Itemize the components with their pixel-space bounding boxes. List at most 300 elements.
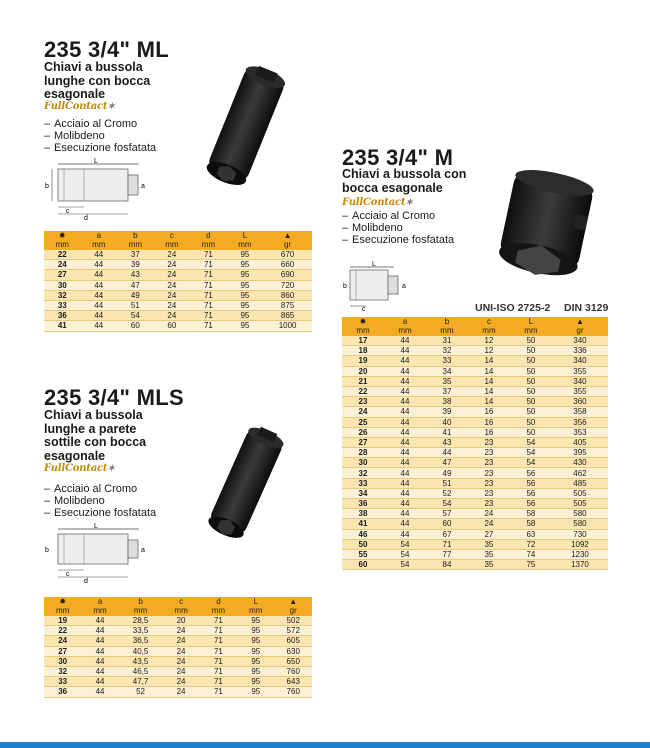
table-cell: 74 [510,549,552,559]
table-cell: 95 [237,687,274,697]
table-cell: 44 [81,646,118,656]
table-cell: 1000 [263,321,312,331]
table-cell: 24 [162,687,199,697]
table-cell: 462 [552,468,608,478]
table-cell: 44 [81,250,118,260]
table-cell: 24 [154,311,191,321]
table-cell: 16 [468,407,510,417]
table-row [44,250,312,260]
table-cell: 23 [468,499,510,509]
table-cell: 572 [274,626,312,636]
table-cell: 358 [552,407,608,417]
table-cell: 336 [552,346,608,356]
table-cell: 24 [468,509,510,519]
table-cell: 27 [468,529,510,539]
table-cell: 44 [384,346,426,356]
table-cell: 46,5 [119,666,163,676]
table-cell: 670 [263,250,312,260]
table-cell: 20 [162,616,199,626]
table-cell: 28 [342,448,384,458]
table-cell: 71 [200,656,237,666]
table-cell: 405 [552,437,608,447]
table-cell: 71 [200,687,237,697]
table-cell: 730 [552,529,608,539]
table-cell: 47 [426,458,468,468]
table-cell: 39 [426,407,468,417]
table-cell: 71 [190,280,227,290]
table-cell: 24 [162,636,199,646]
table-cell: 44 [384,437,426,447]
table-cell: 71 [190,250,227,260]
table-cell: 44 [384,407,426,417]
table-cell: 19 [44,616,81,626]
table-cell: 39 [117,260,154,270]
table-cell: 24 [154,250,191,260]
table-cell: 24 [154,270,191,280]
table-cell: 41 [342,519,384,529]
table-cell: 30 [342,458,384,468]
table-cell: 54 [384,539,426,549]
mls-features: – Acciaio al Cromo – Molibdeno – Esecuzione fosfatata [44,483,156,519]
table-row [44,616,312,626]
table-cell: 14 [468,397,510,407]
table-cell: 32 [342,468,384,478]
hex-icon: ✹ [59,597,67,606]
table-cell: 40,5 [119,646,163,656]
table-cell: 38 [342,509,384,519]
table-row [44,280,312,290]
table-cell: 54 [426,499,468,509]
table-cell: 485 [552,478,608,488]
table-cell: 71 [200,616,237,626]
svg-text:c: c [66,571,70,578]
table-cell: 60 [342,560,384,570]
table-cell: 24 [44,260,81,270]
hex-icon: ✹ [58,231,66,240]
table-cell: 44 [426,448,468,458]
table-cell: 356 [552,417,608,427]
table-cell: 43,5 [119,656,163,666]
table-cell: 24 [154,300,191,310]
table-cell: 660 [263,260,312,270]
table-cell: 50 [510,397,552,407]
table-cell: 44 [384,417,426,427]
table-cell: 720 [263,280,312,290]
table-cell: 52 [426,488,468,498]
svg-text:a: a [141,547,145,554]
table-cell: 24 [154,280,191,290]
table-cell: 44 [384,468,426,478]
table-cell: 340 [552,356,608,366]
table-row [342,468,608,478]
table-cell: 24 [342,407,384,417]
table-cell: 56 [510,468,552,478]
table-cell: 33 [342,478,384,488]
m-features: – Acciaio al Cromo – Molibdeno – Esecuzione fosfatata [342,210,454,246]
table-cell: 28,5 [119,616,163,626]
table-cell: 18 [342,346,384,356]
svg-text:d: d [84,215,88,222]
table-cell: 95 [227,290,264,300]
table-cell: 54 [510,448,552,458]
table-cell: 430 [552,458,608,468]
table-cell: 23 [468,437,510,447]
table-header-row: ✹ mm a mm b mm c mm d mm L mm ▲ gr [44,597,312,616]
table-cell: 44 [81,300,118,310]
table-cell: 54 [117,311,154,321]
table-cell: 44 [81,260,118,270]
table-cell: 41 [426,427,468,437]
norm-uni-iso: UNI-ISO 2725-2 [475,302,551,314]
svg-text:d: d [84,578,88,585]
table-cell: 60 [117,321,154,331]
table-cell: 72 [510,539,552,549]
table-row [342,478,608,488]
table-cell: 36,5 [119,636,163,646]
table-cell: 630 [274,646,312,656]
table-cell: 12 [468,346,510,356]
table-cell: 355 [552,386,608,396]
table-cell: 36 [44,687,81,697]
table-cell: 27 [342,437,384,447]
table-cell: 50 [510,356,552,366]
table-cell: 19 [342,356,384,366]
svg-text:b: b [343,283,347,290]
table-row [342,499,608,509]
table-cell: 50 [510,336,552,346]
table-cell: 44 [384,356,426,366]
table-cell: 95 [237,677,274,687]
table-cell: 49 [117,290,154,300]
table-row [44,270,312,280]
weight-icon: ▲ [283,231,292,240]
table-cell: 875 [263,300,312,310]
table-cell: 580 [552,519,608,529]
table-row [44,666,312,676]
table-cell: 50 [342,539,384,549]
table-cell: 44 [384,519,426,529]
table-cell: 49 [426,468,468,478]
table-cell: 21 [342,376,384,386]
table-cell: 44 [384,397,426,407]
table-cell: 44 [384,529,426,539]
table-cell: 47,7 [119,677,163,687]
table-cell: 50 [510,366,552,376]
table-cell: 56 [510,499,552,509]
svg-text:L: L [372,261,376,268]
table-cell: 71 [190,290,227,300]
table-cell: 860 [263,290,312,300]
table-cell: 44 [384,366,426,376]
bottom-bar [0,742,650,748]
table-cell: 32 [44,290,81,300]
table-cell: 35 [468,539,510,549]
table-cell: 44 [81,687,118,697]
table-cell: 44 [384,376,426,386]
table-cell: 56 [510,488,552,498]
table-cell: 33 [426,356,468,366]
ml-socket-image [180,62,305,192]
table-cell: 760 [274,687,312,697]
m-dimension-diagram [342,262,422,312]
table-cell: 1092 [552,539,608,549]
table-cell: 360 [552,397,608,407]
table-cell: 16 [468,417,510,427]
table-cell: 63 [510,529,552,539]
table-cell: 58 [510,519,552,529]
table-cell: 44 [81,321,118,331]
table-row [44,656,312,666]
table-cell: 505 [552,488,608,498]
table-row [44,290,312,300]
table-cell: 50 [510,386,552,396]
ml-features: – Acciaio al Cromo – Molibdeno – Esecuzione fosfatata [44,118,156,154]
table-cell: 75 [510,560,552,570]
table-cell: 54 [384,549,426,559]
table-row [44,311,312,321]
table-cell: 44 [384,386,426,396]
table-cell: 44 [384,448,426,458]
table-cell: 22 [44,250,81,260]
table-cell: 38 [426,397,468,407]
table-cell: 33 [44,300,81,310]
table-cell: 22 [44,626,81,636]
table-cell: 35 [468,549,510,559]
svg-text:L: L [94,523,98,530]
table-cell: 44 [81,656,118,666]
table-cell: 44 [81,636,118,646]
table-cell: 44 [384,499,426,509]
table-cell: 55 [342,549,384,559]
table-cell: 23 [468,488,510,498]
table-cell: 34 [426,366,468,376]
table-cell: 71 [200,636,237,646]
table-cell: 24 [162,626,199,636]
table-cell: 44 [384,509,426,519]
table-cell: 502 [274,616,312,626]
table-cell: 57 [426,509,468,519]
weight-icon: ▲ [576,317,584,326]
table-cell: 24 [162,656,199,666]
table-cell: 95 [237,646,274,656]
table-cell: 95 [227,311,264,321]
table-cell: 51 [426,478,468,488]
table-cell: 24 [154,290,191,300]
table-cell: 95 [227,250,264,260]
table-row [342,407,608,417]
table-row [44,260,312,270]
ml-dimension-diagram [44,157,144,221]
table-cell: 23 [468,458,510,468]
table-cell: 71 [190,270,227,280]
table-cell: 95 [227,300,264,310]
table-cell: 95 [237,656,274,666]
table-cell: 24 [162,677,199,687]
table-cell: 36 [342,499,384,509]
table-cell: 23 [342,397,384,407]
table-row [342,366,608,376]
table-cell: 22 [342,386,384,396]
table-cell: 44 [81,311,118,321]
table-cell: 84 [426,560,468,570]
table-cell: 35 [468,560,510,570]
table-row [342,448,608,458]
table-cell: 50 [510,407,552,417]
table-cell: 50 [510,346,552,356]
table-cell: 51 [117,300,154,310]
table-row [44,687,312,697]
table-cell: 60 [154,321,191,331]
table-cell: 44 [81,290,118,300]
table-cell: 44 [81,270,118,280]
table-row [44,677,312,687]
table-cell: 46 [342,529,384,539]
table-cell: 395 [552,448,608,458]
table-row [44,636,312,646]
table-cell: 505 [552,499,608,509]
table-cell: 31 [426,336,468,346]
table-row [342,539,608,549]
table-row [342,458,608,468]
table-cell: 67 [426,529,468,539]
table-cell: 44 [384,458,426,468]
table-cell: 12 [468,336,510,346]
table-cell: 353 [552,427,608,437]
table-cell: 690 [263,270,312,280]
table-cell: 20 [342,366,384,376]
table-row [342,519,608,529]
svg-text:a: a [141,183,145,190]
table-cell: 340 [552,376,608,386]
table-cell: 41 [44,321,81,331]
table-cell: 24 [468,519,510,529]
table-header-row: ✹ mm a mm b mm c mm d mm L mm ▲ gr [44,231,312,250]
table-row [342,417,608,427]
table-cell: 355 [552,366,608,376]
table-cell: 24 [162,646,199,656]
svg-text:b: b [45,547,49,554]
table-cell: 25 [342,417,384,427]
weight-icon: ▲ [289,597,298,606]
table-cell: 44 [384,336,426,346]
table-cell: 33,5 [119,626,163,636]
table-row [342,356,608,366]
table-cell: 95 [227,280,264,290]
table-cell: 37 [117,250,154,260]
mls-title: 235 3/4" MLS [44,385,184,410]
table-cell: 44 [81,616,118,626]
mls-dimension-diagram [44,522,144,584]
table-row [342,346,608,356]
table-row [342,386,608,396]
table-cell: 24 [44,636,81,646]
ml-subtitle: Chiavi a bussola lunghe con bocca esagonale [44,60,151,101]
table-cell: 77 [426,549,468,559]
mls-spec-table [44,597,312,698]
table-cell: 71 [190,311,227,321]
table-cell: 17 [342,336,384,346]
table-row [342,397,608,407]
table-row [44,626,312,636]
table-cell: 60 [426,519,468,529]
table-row [342,509,608,519]
table-cell: 44 [81,677,118,687]
svg-text:c: c [66,208,70,215]
table-cell: 44 [384,488,426,498]
table-cell: 71 [200,677,237,687]
table-cell: 23 [468,468,510,478]
table-cell: 71 [190,321,227,331]
table-cell: 24 [162,666,199,676]
table-cell: 865 [263,311,312,321]
table-cell: 34 [342,488,384,498]
table-row [44,300,312,310]
table-cell: 760 [274,666,312,676]
table-cell: 52 [119,687,163,697]
table-cell: 32 [44,666,81,676]
m-title: 235 3/4" M [342,145,454,170]
table-row [342,427,608,437]
table-cell: 50 [510,376,552,386]
table-cell: 95 [237,666,274,676]
table-cell: 643 [274,677,312,687]
table-cell: 24 [154,260,191,270]
table-cell: 44 [384,478,426,488]
table-cell: 54 [510,437,552,447]
table-cell: 27 [44,646,81,656]
table-cell: 95 [227,270,264,280]
table-cell: 36 [44,311,81,321]
table-cell: 44 [81,280,118,290]
table-cell: 95 [227,260,264,270]
table-cell: 58 [510,509,552,519]
table-cell: 1370 [552,560,608,570]
mls-subtitle: Chiavi a bussola lunghe a parete sottile con bocca esagonale [44,408,147,463]
table-cell: 95 [237,626,274,636]
table-cell: 23 [468,448,510,458]
table-cell: 56 [510,478,552,488]
mls-brand-logo: FullContact✶ [44,463,115,474]
table-cell: 71 [190,260,227,270]
table-row [342,376,608,386]
table-row [342,336,608,346]
table-row [342,488,608,498]
table-row [342,437,608,447]
table-cell: 50 [510,417,552,427]
m-brand-logo: FullContact✶ [342,197,413,208]
table-cell: 37 [426,386,468,396]
table-cell: 95 [237,636,274,646]
table-row [342,529,608,539]
table-cell: 35 [426,376,468,386]
table-cell: 44 [384,427,426,437]
hex-icon: ✹ [359,317,367,326]
table-cell: 30 [44,280,81,290]
table-cell: 44 [81,666,118,676]
table-cell: 71 [190,300,227,310]
table-cell: 95 [227,321,264,331]
m-subtitle: Chiavi a bussola con bocca esagonale [342,167,467,195]
ml-brand-logo: FullContact✶ [44,101,115,112]
table-cell: 23 [468,478,510,488]
table-cell: 650 [274,656,312,666]
table-cell: 44 [81,626,118,636]
table-cell: 26 [342,427,384,437]
table-cell: 14 [468,376,510,386]
table-cell: 40 [426,417,468,427]
mls-socket-image [180,424,305,544]
table-row [342,560,608,570]
